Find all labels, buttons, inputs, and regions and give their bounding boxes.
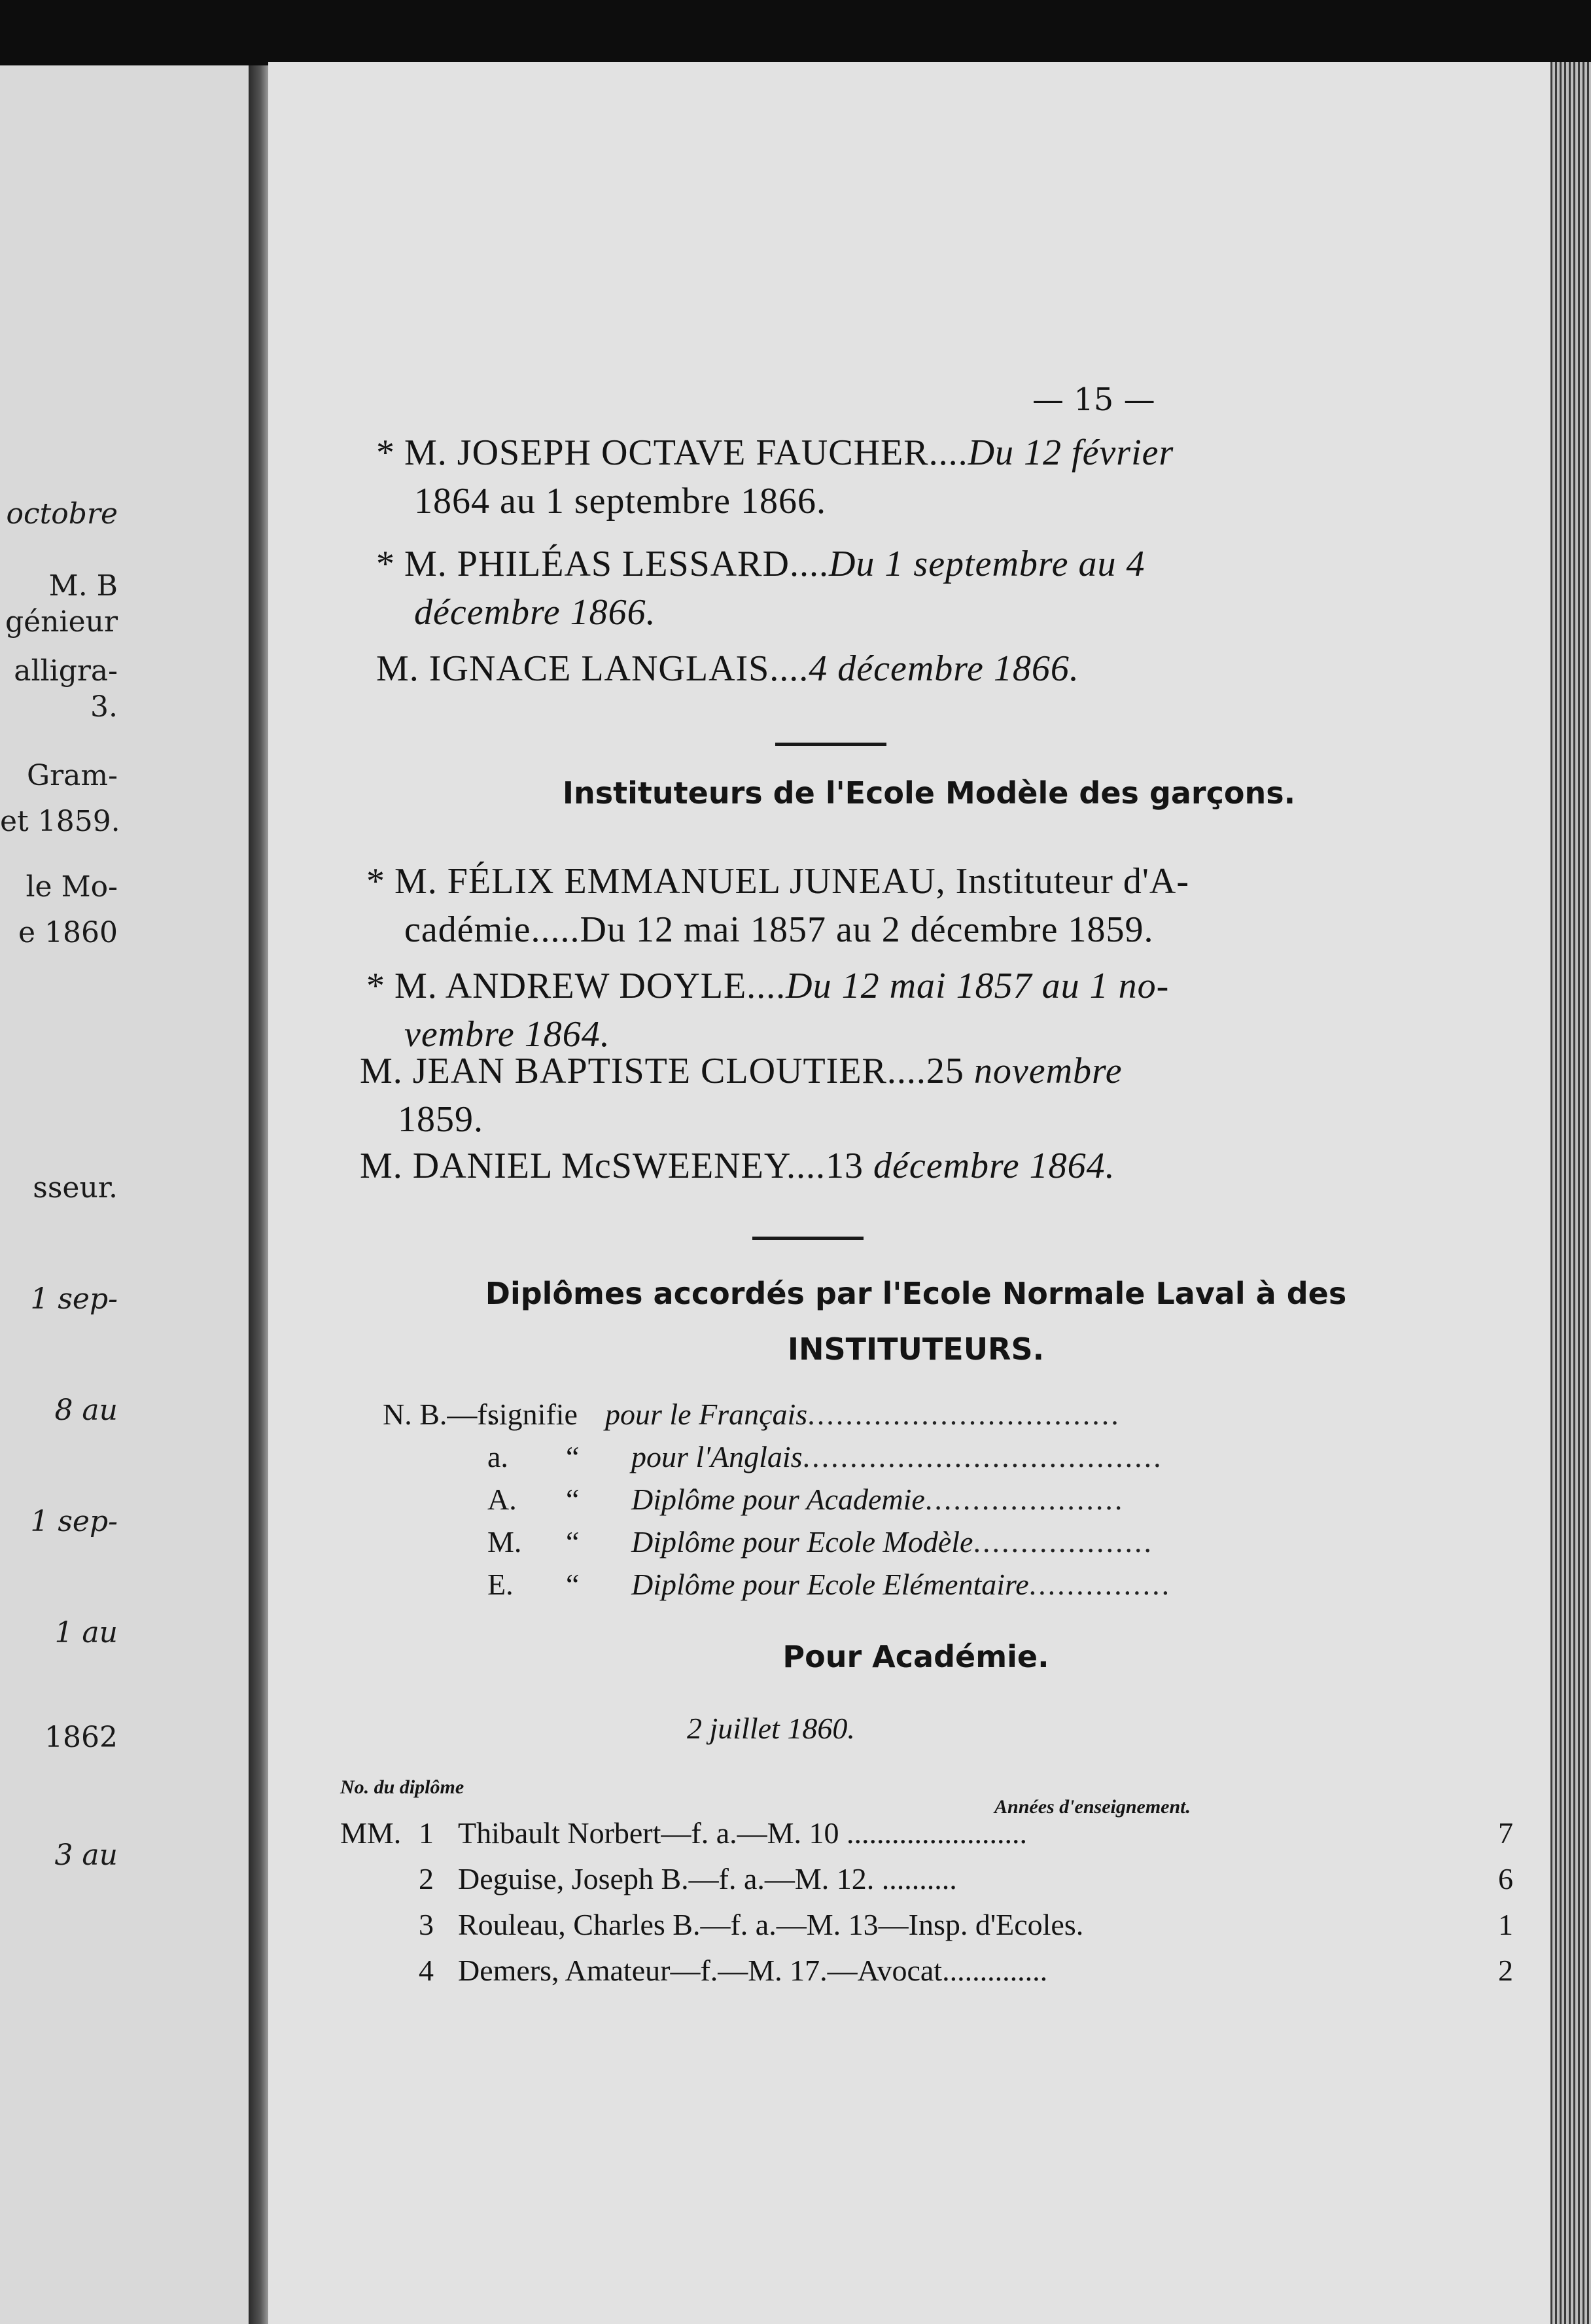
previous-page-text: et 1859.	[0, 805, 120, 838]
previous-page-text: 8 au	[54, 1394, 118, 1427]
column-header-right: Années d'enseignement.	[994, 1796, 1191, 1818]
previous-page-text: 1862	[44, 1721, 118, 1754]
previous-page-text: M. B	[48, 569, 118, 603]
legend-row: E. “ Diplôme pour Ecole Elémentaire...............	[487, 1568, 1172, 1601]
table-row: 3 Rouleau, Charles B.—f. a.—M. 13—Insp. d'Ecoles. 1	[419, 1908, 1513, 1941]
entry-lessard: * M. PHILÉAS LESSARD....Du 1 septembre au 4 décembre 1866.	[376, 544, 1145, 633]
column-header-left: No. du diplôme	[340, 1776, 464, 1798]
previous-page-text: octobre	[6, 497, 118, 531]
previous-page-text: 1 sep-	[30, 1282, 118, 1316]
table-row: 4 Demers, Amateur—f.—M. 17.—Avocat.............. 2	[419, 1954, 1513, 1987]
previous-page-text: e 1860	[18, 916, 118, 949]
legend-row: A. “ Diplôme pour Academie.....................	[487, 1483, 1125, 1516]
page	[268, 62, 1550, 2324]
table-row: 2 Deguise, Joseph B.—f. a.—M. 12. .......... 6	[419, 1862, 1513, 1895]
previous-page-text: sseur.	[33, 1171, 118, 1205]
section-heading-modele: Instituteurs de l'Ecole Modèle des garçons.	[562, 775, 1296, 811]
previous-page-text: 1 sep-	[30, 1505, 118, 1538]
previous-page-text: alligra-	[14, 654, 118, 688]
subheading-academie: Pour Académie.	[782, 1639, 1049, 1674]
legend-row: a. “ pour l'Anglais......................................	[487, 1440, 1163, 1473]
entry-langlais: M. IGNACE LANGLAIS....4 décembre 1866.	[376, 648, 1079, 689]
section-heading-instituteurs: INSTITUTEURS.	[787, 1331, 1045, 1367]
page-number: — 15 —	[1032, 381, 1155, 418]
legend-row: N. B.—f.signifie pour le Français.................................	[383, 1398, 1121, 1431]
entry-juneau: * M. FÉLIX EMMANUEL JUNEAU, Instituteur d'A- cadémie.....Du 12 mai 1857 au 2 décembre 1859.	[366, 861, 1190, 950]
page-edges	[1550, 62, 1591, 2324]
previous-page-fragment	[0, 65, 249, 2324]
previous-page-text: 3 au	[54, 1839, 118, 1872]
previous-page-text: génieur	[5, 605, 118, 639]
previous-page-text: Gram-	[26, 759, 118, 792]
previous-page-text: 1 au	[54, 1616, 118, 1649]
previous-page-text: le Mo-	[26, 870, 118, 904]
section-heading-diplomes: Diplômes accordés par l'Ecole Normale Laval à des	[485, 1276, 1347, 1311]
legend-row: M. “ Diplôme pour Ecole Modèle...................	[487, 1525, 1153, 1558]
entry-mcsweeney: M. DANIEL McSWEENEY....13 décembre 1864.	[360, 1146, 1115, 1186]
entry-cloutier: M. JEAN BAPTISTE CLOUTIER....25 novembre 1859.	[360, 1051, 1123, 1140]
entry-faucher: * M. JOSEPH OCTAVE FAUCHER....Du 12 février 1864 au 1 septembre 1866.	[376, 432, 1174, 521]
table-row: MM. 1 Thibault Norbert—f. a.—M. 10 ........................ 7	[340, 1816, 1513, 1850]
divider-rule	[775, 743, 886, 746]
previous-page-text: 3.	[90, 690, 118, 724]
book-binding	[249, 65, 268, 2324]
divider-rule-2	[752, 1237, 864, 1240]
date-line: 2 juillet 1860.	[687, 1712, 855, 1745]
entry-doyle: * M. ANDREW DOYLE....Du 12 mai 1857 au 1 no- vembre 1864.	[366, 966, 1170, 1055]
